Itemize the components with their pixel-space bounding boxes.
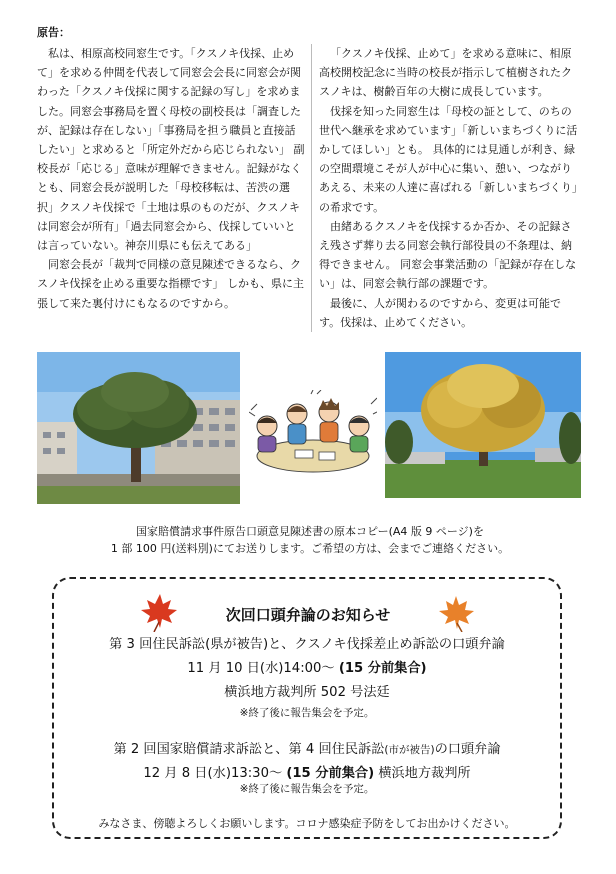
hearing1-datetime: 11 月 10 日(水)14:00～ — [187, 661, 335, 676]
copy-notice-line: 1 部 100 円(送料別)にてお送りします。ご希望の方は、会までご連絡ください。 — [110, 542, 510, 555]
hearing2-defendant: (市が被告) — [384, 744, 435, 756]
autumn-tree-photo — [385, 352, 581, 498]
hearing1-assembly: (15 分前集合) — [338, 661, 427, 676]
paragraph: 同窓会長が「裁判で同様の意見陳述できるなら、クスノキ伐採を止める重要な指標です」 しかも、県に主張して来た裏付けにもなるのですから。 — [37, 258, 305, 310]
closing-message: みなさま、傍聴よろしくお願いします。コロナ感染症予防をしてお出かけください。 — [98, 817, 516, 830]
notice-title: 次回口頭弁論のお知らせ — [225, 606, 391, 624]
hearing1-case: 第 3 回住民訴訟(県が被告)と、クスノキ伐採差止め訴訟の口頭弁論 — [109, 637, 505, 652]
hearing1-note: ※終了後に報告集会を予定。 — [239, 707, 375, 719]
paragraph: 私は、相原高校同窓生です。「クスノキ伐採、止めて」を求める仲間を代表して同窓会会長に同窓会が関わった「クスノキ伐採に関する記録の写し」を求めました。同窓会事務局を置く母校の副校長は「調査したが、記録は存在しない」「事務局を担う職員と直接話したい」と求めると「所定外だから応じられない」 副校長が「応じる」意味が理解できません。記録がなくとも、同窓会長が説明した「母校移転は、苦渋の選択」クスノキ伐採で「土地は県のものだが、クスノキは同窓会が所有」「過去同窓会から、伐採していいとは言っていない。神奈川県にも伝えてある」 — [37, 47, 305, 253]
camphor-tree-photo — [37, 352, 240, 504]
children-discussion-illustration — [249, 390, 377, 476]
paragraph: 由緒あるクスノキを伐採するか否か、その記録さえ残さず葬り去る同窓会執行部役員の不条理は、納得できません。 同窓会事業活動の「記録が存在しない」は、同窓会執行部の課題です。 — [319, 219, 577, 291]
hearing2-note: ※終了後に報告集会を予定。 — [239, 783, 375, 795]
right-column — [319, 44, 581, 332]
left-column — [37, 44, 305, 313]
hearing2-case-line — [52, 738, 562, 757]
hearing1-venue: 横浜地方裁判所 502 号法廷 — [224, 685, 390, 700]
hearing2-datetime-line — [52, 762, 562, 781]
hearing2-datetime: 12 月 8 日(水)13:30～ — [143, 766, 283, 781]
heading-plaintiff: 原告： — [37, 26, 70, 39]
column-divider — [311, 44, 312, 332]
hearing2-case-suffix: の口頭弁論 — [434, 742, 501, 757]
copy-notice-line: 国家賠償請求事件原告口頭意見陳述書の原本コピー(A4 版 9 ページ)を — [136, 525, 484, 538]
hearing2-case: 第 2 回国家賠償請求訴訟と、第 4 回住民訴訟 — [113, 742, 385, 757]
hearing2-assembly: (15 分前集合) — [286, 766, 375, 781]
hearing1-datetime-line — [52, 657, 562, 676]
paragraph: 最後に、人が関わるのですから、変更は可能です。伐採は、止めてください。 — [319, 296, 561, 329]
hearing2-venue: 横浜地方裁判所 — [378, 766, 471, 781]
paragraph: 「クスノキ伐採、止めて」を求める意味に、相原高校開校記念に当時の校長が指示して植樹されたクスノキは、樹齢百年の大樹に成長しています。 — [319, 47, 572, 99]
paragraph: 伐採を知った同窓生は「母校の証として、のちの世代へ継承を求めています」「新しいまちづくりに活かしてほしい」とも。 具体的には見通しが利き、緑の空間環境こそが人が中心に集い、憩い、つながりあえる、未来の人達に喜ばれる「新しいまちづくり」の希求です。 — [319, 104, 578, 214]
